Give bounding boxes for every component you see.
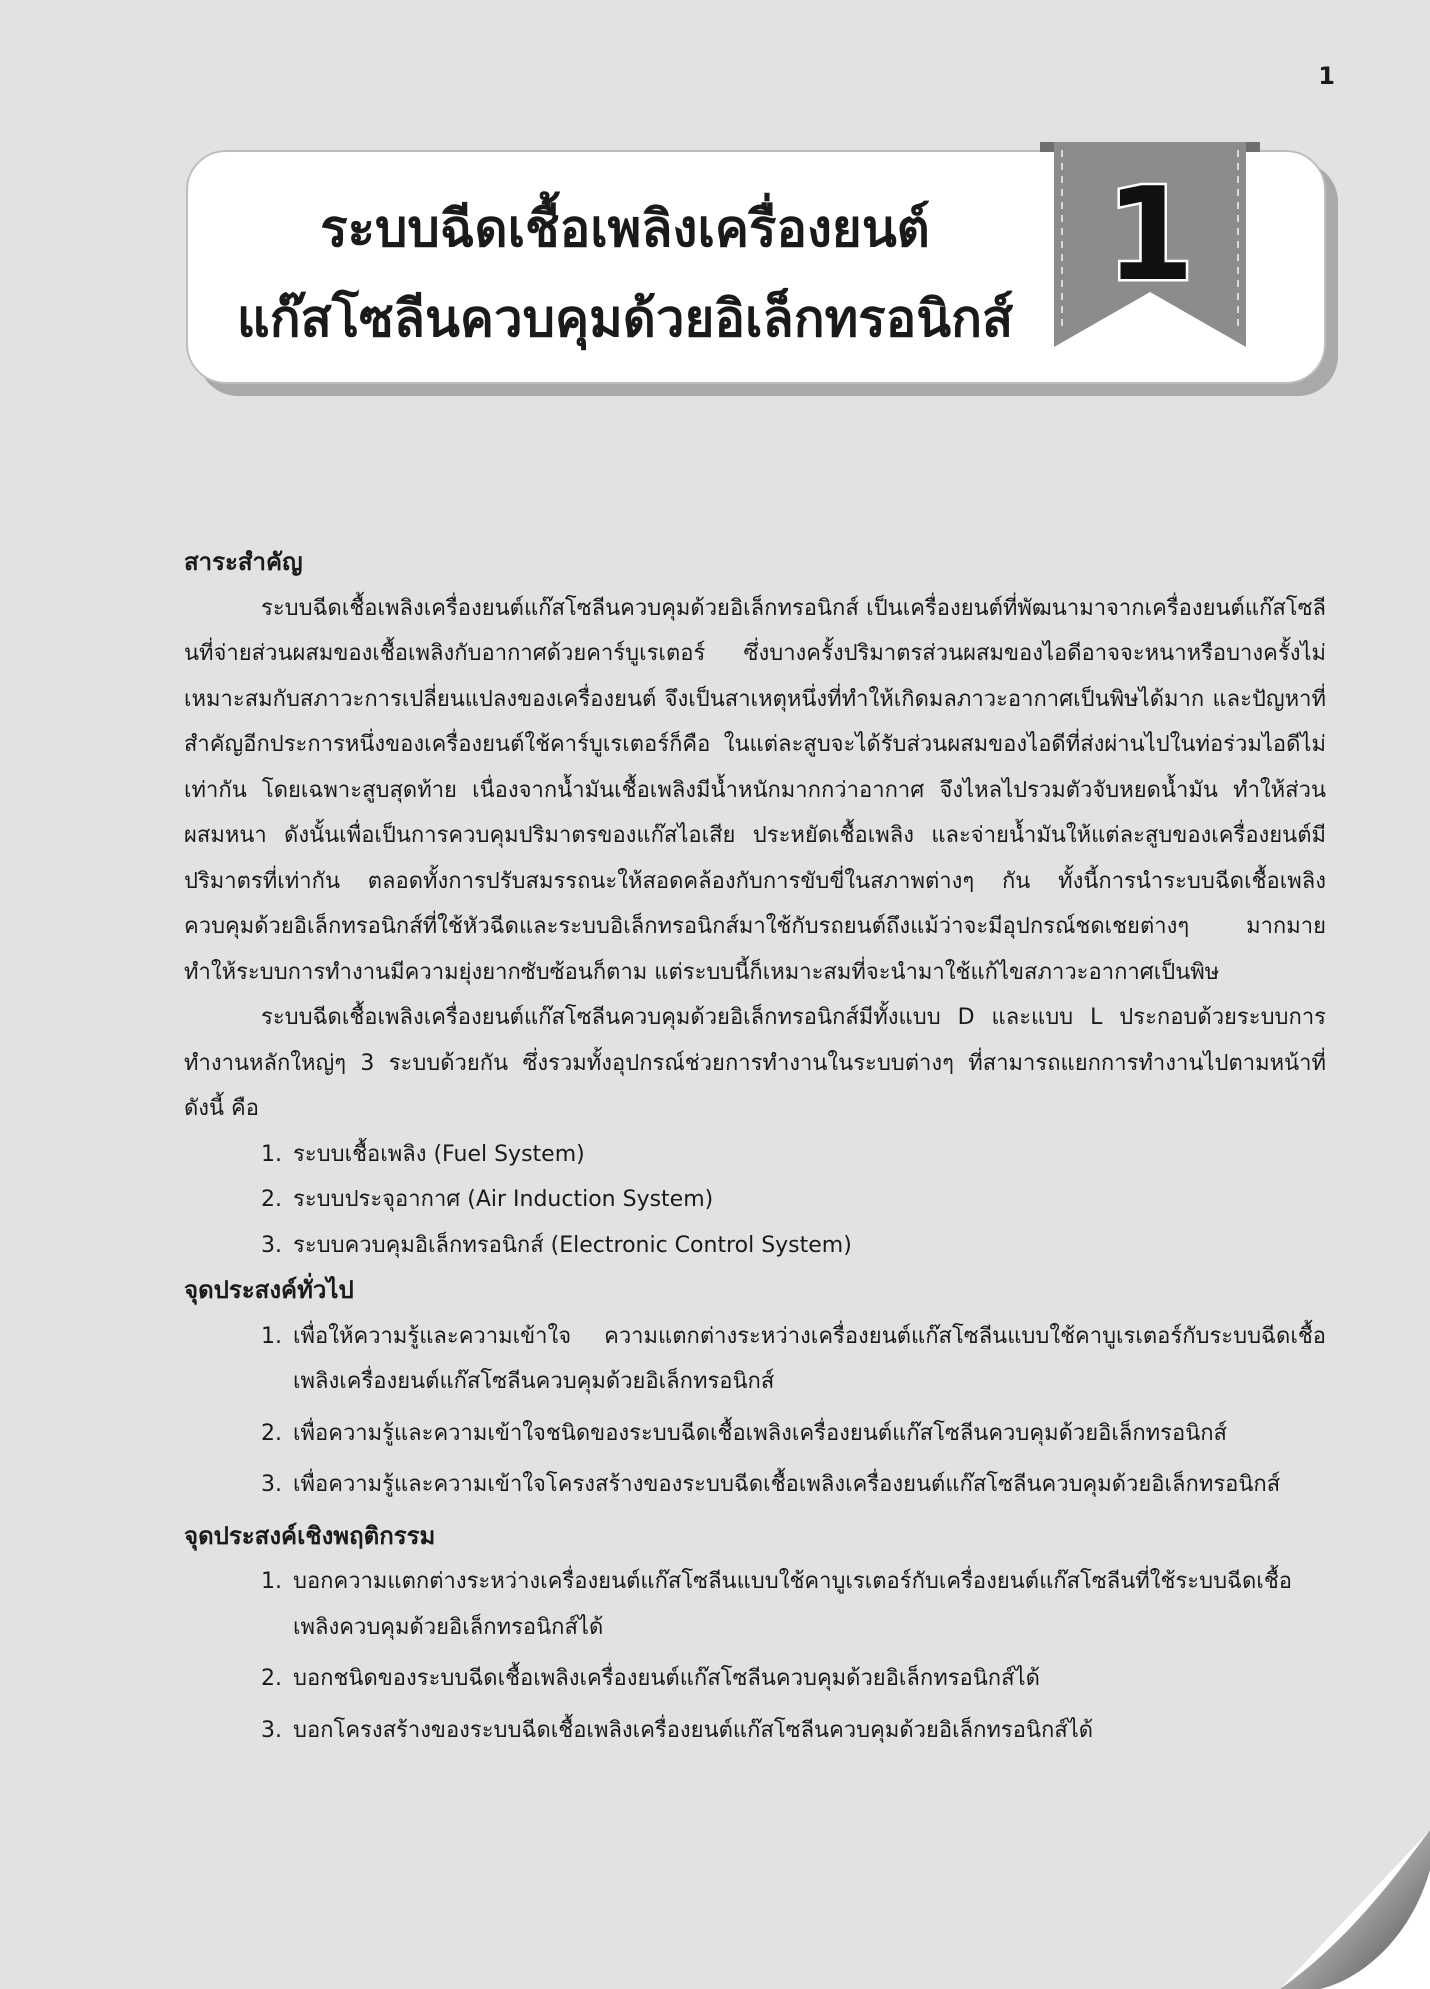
list-item-text: บอกชนิดของระบบฉีดเชื้อเพลิงเครื่องยนต์แก๊สโซลีนควบคุมด้วยอิเล็กทรอนิกส์ได้ [293,1666,1040,1691]
list-item [261,1411,1326,1457]
list-item-number: 1. [261,1141,282,1167]
list-item-text: เพื่อความรู้และความเข้าใจโครงสร้างของระบบฉีดเชื้อเพลิงเครื่องยนต์แก๊สโซลีนควบคุมด้วยอิเล็กทรอนิกส์ [293,1472,1281,1497]
list-item-number: 2. [261,1666,282,1691]
list-item-text: บอกความแตกต่างระหว่างเครื่องยนต์แก๊สโซลีนแบบใช้คาบูเรเตอร์กับเครื่องยนต์แก๊สโซลีนที่ใช้ระบบฉีดเชื้อเพลิงควบคุมด้วยอิเล็กทรอนิกส์ได้ [293,1569,1292,1640]
list-item-number: 2. [261,1187,282,1212]
chapter-number: 1 [1105,161,1195,311]
list-item-text: บอกโครงสร้างของระบบฉีดเชื้อเพลิงเครื่องยนต์แก๊สโซลีนควบคุมด้วยอิเล็กทรอนิกส์ได้ [293,1717,1094,1743]
summary-paragraph-2: ระบบฉีดเชื้อเพลิงเครื่องยนต์แก๊สโซลีนควบคุมด้วยอิเล็กทรอนิกส์มีทั้งแบบ D และแบบ L ประกอบด้วยระบบการทำงานหลักใหญ่ๆ 3 ระบบด้วยกัน ซึ่งรวมทั้งอุปกรณ์ช่วยการทำงานในระบบต่างๆ ที่สามารถแยกการทำงานไปตามหน้าที่ดังนี้ คือ [184,1005,1326,1121]
list-item-number: 3. [261,1232,282,1258]
list-item-number: 1. [261,1569,282,1594]
list-item [261,1177,1326,1223]
chapter-title [200,185,1050,365]
page-curl-corner [1280,1830,1430,1989]
list-item-text: ระบบประจุอากาศ (Air Induction System) [293,1187,714,1212]
page-content [184,540,1326,1759]
list-item [261,1132,1326,1178]
list-item-text: ระบบเชื้อเพลิง (Fuel System) [293,1141,585,1167]
chapter-title-line-1: ระบบฉีดเชื้อเพลิงเครื่องยนต์ [320,200,930,259]
list-item-number: 3. [261,1717,282,1743]
list-item [261,1462,1326,1508]
list-item-text: ระบบควบคุมอิเล็กทรอนิกส์ (Electronic Control System) [293,1232,852,1258]
list-item-number: 2. [261,1420,282,1446]
chapter-ribbon-bookmark [1040,142,1260,357]
list-item-number: 3. [261,1472,282,1497]
summary-heading: สาระสำคัญ [184,548,303,576]
list-item-text: เพื่อให้ความรู้และความเข้าใจ ความแตกต่างระหว่างเครื่องยนต์แก๊สโซลีนแบบใช้คาบูเรเตอร์กับระบบฉีดเชื้อเพลิงเครื่องยนต์แก๊สโซลีนควบคุมด้วยอิเล็กทรอนิกส์ [293,1323,1326,1394]
list-item [261,1314,1326,1405]
page-number: 1 [1318,62,1335,90]
behavioral-objectives-list [184,1559,1326,1753]
list-item [261,1559,1326,1650]
list-item-text: เพื่อความรู้และความเข้าใจชนิดของระบบฉีดเชื้อเพลิงเครื่องยนต์แก๊สโซลีนควบคุมด้วยอิเล็กทรอนิกส์ [293,1420,1227,1446]
list-item [261,1656,1326,1702]
list-item-number: 1. [261,1323,282,1349]
summary-paragraph-1: ระบบฉีดเชื้อเพลิงเครื่องยนต์แก๊สโซลีนควบคุมด้วยอิเล็กทรอนิกส์ เป็นเครื่องยนต์ที่พัฒนามาจากเครื่องยนต์แก๊สโซลีนที่จ่ายส่วนผสมของเชื้อเพลิงกับอากาศด้วยคาร์บูเรเตอร์ ซึ่งบางครั้งปริมาตรส่วนผสมของไอดีอาจจะหนาหรือบางครั้งไม่เหมาะสมกับสภาวะการเปลี่ยนแปลงของเครื่องยนต์ จึงเป็นสาเหตุหนึ่งที่ทำให้เกิดมลภาวะอากาศเป็นพิษได้มาก และปัญหาที่สำคัญอีกประการหนึ่งของเครื่องยนต์ใช้คาร์บูเรเตอร์ก็คือ ในแต่ละสูบจะได้รับส่วนผสมของไอดีที่ส่งผ่านไปในท่อร่วมไอดีไม่เท่ากัน โดยเฉพาะสูบสุดท้าย เนื่องจากน้ำมันเชื้อเพลิงมีน้ำหนักมากกว่าอากาศ จึงไหลไปรวมตัวจับหยดน้ำมัน ทำให้ส่วนผสมหนา ดังนั้นเพื่อเป็นการควบคุมปริมาตรของแก๊สไอเสีย ประหยัดเชื้อเพลิง และจ่ายน้ำมันให้แต่ละสูบของเครื่องยนต์มีปริมาตรที่เท่ากัน ตลอดทั้งการปรับสมรรถนะให้สอดคล้องกับการขับขี่ในสภาพต่างๆ กัน ทั้งนี้การนำระบบฉีดเชื้อเพลิงควบคุมด้วยอิเล็กทรอนิกส์ที่ใช้หัวฉีดและระบบอิเล็กทรอนิกส์มาใช้กับรถยนต์ถึงแม้ว่าจะมีอุปกรณ์ชดเชยต่างๆ มากมาย ทำให้ระบบการทำงานมีความยุ่งยากซับซ้อนก็ตาม แต่ระบบนี้ก็เหมาะสมที่จะนำมาใช้แก้ไขสภาวะอากาศเป็นพิษ [184,595,1326,985]
general-objectives-list [184,1314,1326,1508]
behavioral-objectives-heading: จุดประสงค์เชิงพฤติกรรม [184,1521,436,1550]
list-item [261,1223,1326,1269]
chapter-title-line-2: แก๊สโซลีนควบคุมด้วยอิเล็กทรอนิกส์ [236,290,1014,349]
list-item [261,1708,1326,1754]
general-objectives-heading: จุดประสงค์ทั่วไป [184,1276,354,1304]
system-list [184,1132,1326,1269]
